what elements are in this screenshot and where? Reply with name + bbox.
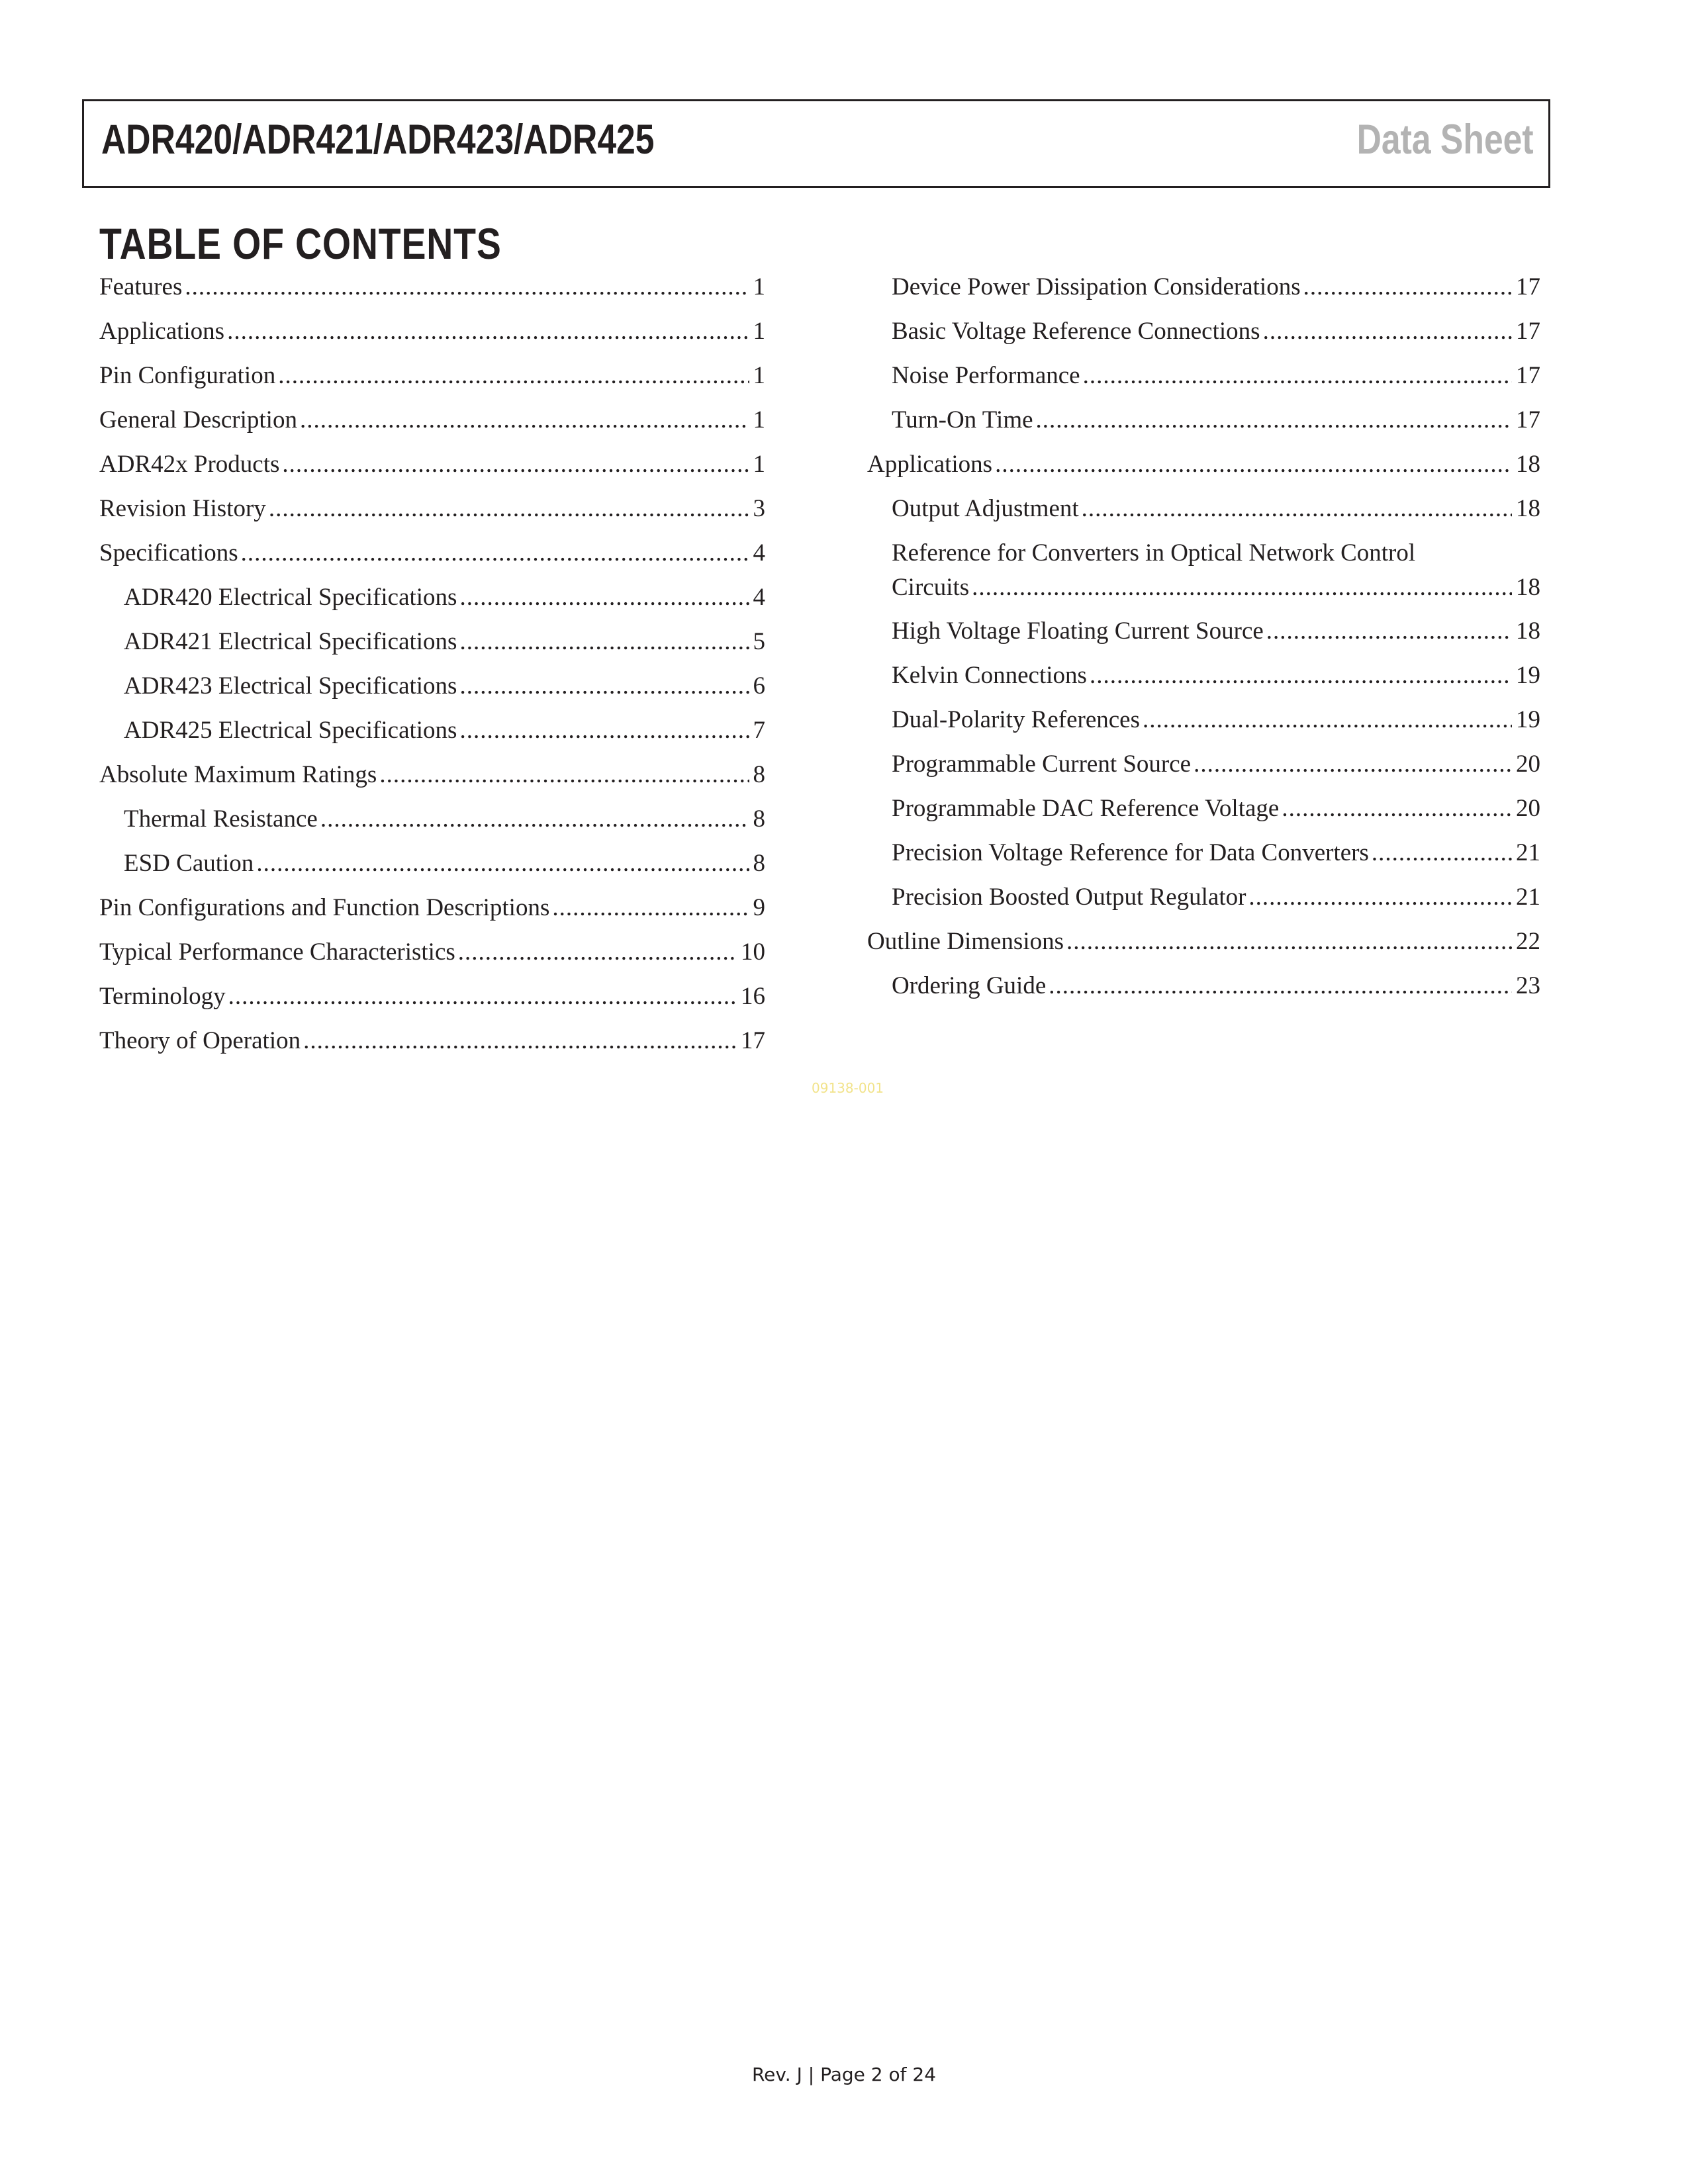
toc-subentry[interactable]: Programmable DAC Reference Voltage ..... 20	[892, 792, 1540, 836]
dot-leader	[1263, 314, 1512, 349]
dot-leader	[1303, 270, 1512, 304]
toc-entry[interactable]: Typical Performance Characteristics ..... 10	[99, 935, 765, 979]
toc-entry[interactable]: Applications ..... 18	[867, 447, 1540, 492]
dot-leader	[1266, 614, 1512, 649]
toc-title: TABLE OF CONTENTS	[99, 219, 502, 268]
toc-entry[interactable]: Absolute Maximum Ratings ..... 8	[99, 758, 765, 802]
toc-entry[interactable]: General Description ..... 1	[99, 403, 765, 447]
dot-leader	[1036, 403, 1512, 437]
toc-entry[interactable]: Terminology ..... 16	[99, 979, 765, 1024]
toc-subentry[interactable]: ADR421 Electrical Specifications ..... 5	[124, 625, 765, 669]
toc-subentry[interactable]: Programmable Current Source ..... 20	[892, 747, 1540, 792]
toc-entry[interactable]: Theory of Operation ..... 17	[99, 1024, 765, 1068]
toc-subentry[interactable]: Precision Boosted Output Regulator ..... 21	[892, 880, 1540, 925]
dot-leader	[1143, 703, 1512, 737]
dot-leader	[300, 403, 749, 437]
dot-leader	[459, 580, 749, 615]
toc-entry[interactable]: Revision History ..... 3	[99, 492, 765, 536]
dot-leader	[1248, 880, 1512, 915]
toc-subentry[interactable]: Noise Performance ..... 17	[892, 359, 1540, 403]
dot-leader	[1282, 792, 1512, 826]
dot-leader	[320, 802, 749, 837]
dot-leader	[459, 669, 749, 704]
dot-leader	[995, 447, 1512, 482]
dot-leader	[269, 492, 749, 526]
header-part-numbers: ADR420/ADR421/ADR423/ADR425	[101, 116, 655, 163]
toc-entry[interactable]: Outline Dimensions ..... 22	[867, 925, 1540, 969]
toc-subentry[interactable]: Kelvin Connections ..... 19	[892, 659, 1540, 703]
toc-subentry[interactable]: ADR425 Electrical Specifications ..... 7	[124, 713, 765, 758]
dot-leader	[1083, 359, 1512, 393]
toc-subentry[interactable]: High Voltage Floating Current Source ..... 18	[892, 614, 1540, 659]
dot-leader	[1066, 925, 1512, 959]
toc-subentry[interactable]: ESD Caution ..... 8	[124, 846, 765, 891]
page-header	[82, 99, 1550, 188]
toc-entry[interactable]: ADR42x Products ..... 1	[99, 447, 765, 492]
dot-leader	[458, 935, 737, 970]
toc-entry[interactable]: Pin Configurations and Function Descriptions ..... 9	[99, 891, 765, 935]
dot-leader	[1049, 969, 1512, 1003]
dot-leader	[228, 979, 737, 1014]
toc-entry[interactable]: Features ..... 1	[99, 270, 765, 314]
toc-subentry[interactable]: Device Power Dissipation Considerations ..... 17	[892, 270, 1540, 314]
toc-subentry[interactable]: ADR420 Electrical Specifications ..... 4	[124, 580, 765, 625]
dot-leader	[278, 359, 749, 393]
toc-entry[interactable]: Specifications ..... 4	[99, 536, 765, 580]
toc-subentry[interactable]: ADR423 Electrical Specifications ..... 6	[124, 669, 765, 713]
dot-leader	[1372, 836, 1512, 870]
dot-leader	[1090, 659, 1512, 693]
header-doc-type: Data Sheet	[1356, 116, 1534, 163]
dot-leader	[282, 447, 749, 482]
toc-subentry[interactable]: Basic Voltage Reference Connections ..... 17	[892, 314, 1540, 359]
dot-leader	[459, 713, 749, 748]
toc-subentry[interactable]: Thermal Resistance ..... 8	[124, 802, 765, 846]
toc-subentry[interactable]: Output Adjustment ..... 18	[892, 492, 1540, 536]
dot-leader	[1082, 492, 1512, 526]
dot-leader	[552, 891, 749, 925]
dot-leader	[1194, 747, 1512, 782]
toc-subentry[interactable]: Precision Voltage Reference for Data Converters ..... 21	[892, 836, 1540, 880]
dot-leader	[185, 270, 749, 304]
dot-leader	[241, 536, 749, 570]
toc-subentry[interactable]: Reference for Converters in Optical Network Control Circuits ..... 18	[892, 536, 1540, 614]
toc-left-column	[99, 270, 765, 1068]
dot-leader	[972, 570, 1512, 605]
figure-watermark: 09138-001	[812, 1080, 884, 1096]
toc-entry[interactable]: Applications ..... 1	[99, 314, 765, 359]
dot-leader	[459, 625, 749, 659]
dot-leader	[227, 314, 749, 349]
toc-right-column	[867, 270, 1540, 1013]
toc-entry[interactable]: Pin Configuration ..... 1	[99, 359, 765, 403]
dot-leader	[256, 846, 749, 881]
dot-leader	[379, 758, 749, 792]
toc-subentry[interactable]: Dual-Polarity References ..... 19	[892, 703, 1540, 747]
dot-leader	[303, 1024, 737, 1058]
page-footer: Rev. J | Page 2 of 24	[751, 2064, 937, 2085]
toc-subentry[interactable]: Ordering Guide ..... 23	[892, 969, 1540, 1013]
toc-subentry[interactable]: Turn-On Time ..... 17	[892, 403, 1540, 447]
